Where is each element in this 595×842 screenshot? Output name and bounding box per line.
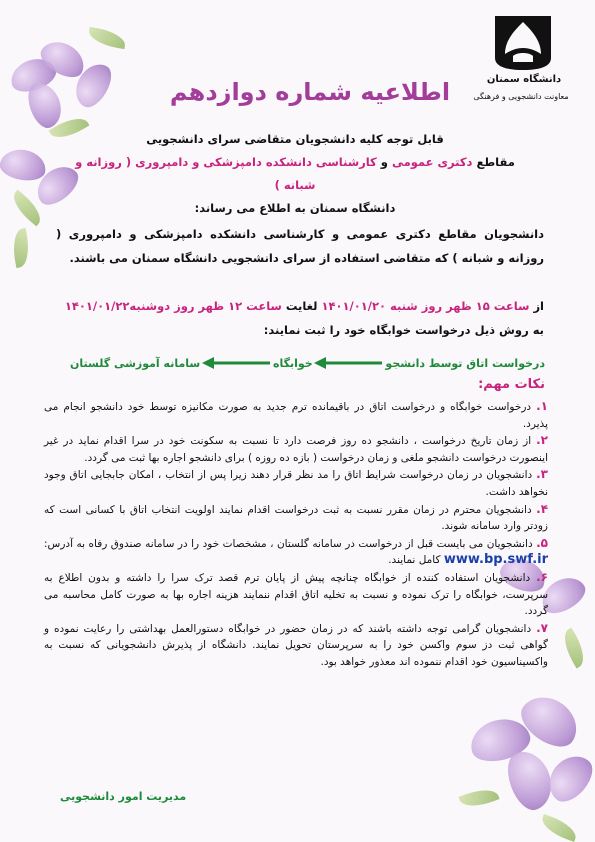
- intro-line-1: قابل توجه کلیه دانشجویان متقاضی سرای دانشجویی: [146, 132, 444, 146]
- intro-and: و: [380, 155, 388, 169]
- note-item: ۴. دانشجویان محترم در زمان مقرر نسبت به ثبت درخواست اقدام نمایند اولویت انتخاب اتاق با کسانی است که زودتر وارد سامانه شوند.: [44, 501, 549, 533]
- eligibility-paragraph: دانشجویان مقاطع دکتری عمومی و کارشناسی دانشکده دامپزشکی و دامپروری ( روزانه و شبانه ) که متقاضی استفاده از سرای دانشجویی دانشگاه سمنان می باشند.: [56, 227, 544, 265]
- intro-degree-highlight: دکتری عمومی: [391, 155, 473, 169]
- note-item: ۳. دانشجویان در زمان درخواست شرایط اتاق را مد نظر قرار دهند زیرا پس از انتخاب ، امکان جابجایی اتاق وجود نخواهد داشت.: [44, 467, 548, 498]
- note-item: ۱. درخواست خوابگاه و درخواست اتاق در باقیمانده ترم جدید به صورت مکانیزه توسط خود دانشجو انجام می پذیرد.: [44, 399, 548, 430]
- notes-list: [44, 398, 548, 671]
- note-item: ۶. دانشجویان استفاده کننده از خوابگاه چنانچه پیش از پایان ترم قصد ترک سرا را داشته و بدون اطلاع به سرپرست، خوابگاه را ترک نموده و نسبت به تخلیه اتاق اقدام ننمایند هزینه اجاره بها به صورت کامل محاسبه می گردد.: [44, 569, 548, 618]
- path-step-golestan: سامانه آموزشی گلستان: [70, 356, 201, 370]
- notes-title: نکات مهم:: [478, 377, 545, 392]
- intro-line-3: دانشگاه سمنان به اطلاع می رساند:: [194, 201, 396, 215]
- path-step-dormitory: خوابگاه: [272, 356, 313, 370]
- arrow-left-icon: [314, 356, 384, 370]
- logo-department-name: معاونت دانشجویی و فرهنگی: [473, 92, 569, 101]
- note-item: ۷. دانشجویان گرامی توجه داشته باشند که در زمان حضور در خوابگاه دستورالعمل بهداشتی را رعایت نموده و گواهی ثبت دز سوم واکسن خود را به سرپرستان تحویل نمایند. دانشگاه از پذیرش دانشجویانی که نسبت به واکسیناسیون خود اقدام ننموده اند معذور خواهد بود.: [44, 620, 548, 668]
- dates-until: لغایت: [285, 299, 318, 313]
- note-item: ۵. دانشجویان می بایست قبل از درخواست در سامانه گلستان ، مشخصات خود را در سامانه صندوق رفاه به آدرس: www.bp.swf.ir کامل نمایند.: [44, 535, 548, 568]
- dates-start: ساعت ۱۵ ظهر روز شنبه ۱۴۰۱/۰۱/۲۰: [321, 299, 530, 313]
- dates-from: از: [533, 299, 544, 313]
- intro-faculty-highlight: کارشناسی دانشکده دامپزشکی و دامپروری ( روزانه و شبانه ): [75, 155, 377, 192]
- request-path: [70, 356, 545, 370]
- university-logo-icon: [491, 12, 555, 72]
- note-item: ۲. از زمان تاریخ درخواست ، دانشجو ده روز فرصت دارد تا نسبت به سکونت خود در سرا اقدام نماید در غیر اینصورت درخواست دانشجو ملغی و زمان درخواست ( بازه ده روزه ) برای دانشجو اجاره بها ثبت می گردد.: [44, 433, 548, 464]
- signature: مدیریت امور دانشجویی: [60, 790, 187, 803]
- dates-rest: به روش ذیل درخواست خوابگاه خود را ثبت نمایند:: [263, 323, 544, 337]
- announcement-title: اطلاعیه شماره دوازدهم: [169, 78, 451, 106]
- welfare-fund-link[interactable]: www.bp.swf.ir: [443, 552, 548, 568]
- path-step-room-request: درخواست اتاق توسط دانشجو: [385, 356, 545, 370]
- intro-line-2-prefix: مقاطع: [476, 155, 515, 169]
- intro-line-2: [60, 151, 530, 197]
- intro-block: [60, 128, 530, 220]
- arrow-left-icon: [202, 356, 272, 370]
- dates-paragraph: [56, 294, 544, 342]
- dates-end: ساعت ۱۲ ظهر روز دوشنبه۱۴۰۱/۰۱/۲۲: [64, 299, 282, 313]
- logo-university-name: دانشگاه سمنان: [486, 74, 562, 85]
